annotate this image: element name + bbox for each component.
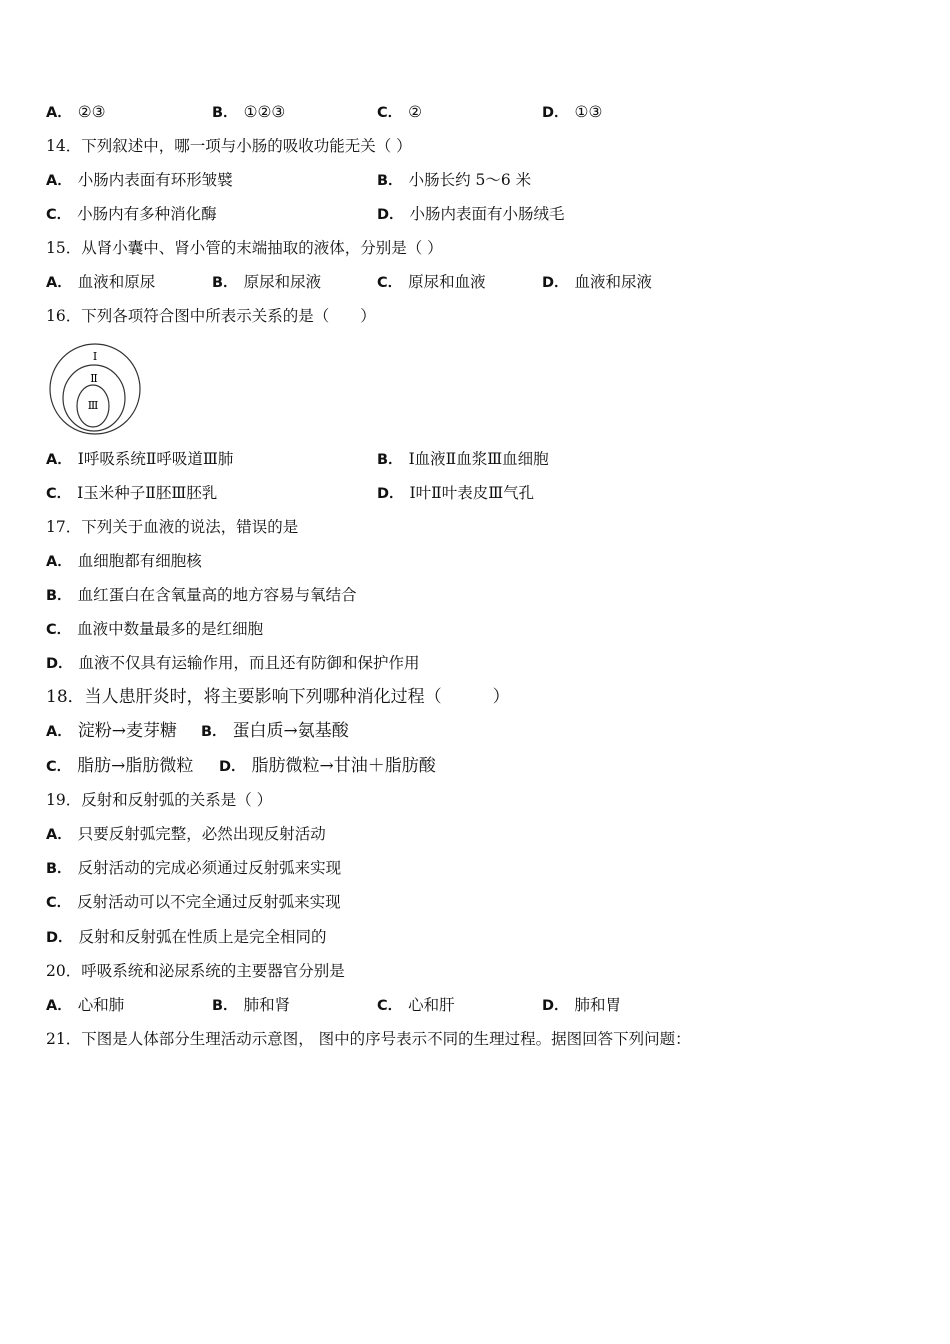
q18-option-c: C． 脂肪→脂肪微粒 (46, 756, 194, 776)
q16-option-d: D． Ⅰ叶Ⅱ叶表皮Ⅲ气孔 (377, 484, 535, 502)
q18-stem: 18．当人患肝炎时，将主要影响下列哪种消化过程（ ） (46, 687, 510, 707)
q14-option-b: B． 小肠长约 5～6 米 (377, 171, 532, 189)
q14-stem: 14．下列叙述中，哪一项与小肠的吸收功能无关（ ） (46, 137, 412, 155)
q20-option-d: D． 肺和胃 (542, 996, 622, 1014)
q20-stem: 20．呼吸系统和泌尿系统的主要器官分别是 (46, 962, 345, 980)
q20-option-a: A． 心和肺 (46, 996, 125, 1014)
q16-option-a: A． Ⅰ呼吸系统Ⅱ呼吸道Ⅲ肺 (46, 450, 234, 468)
q15-option-a: A． 血液和原尿 (46, 273, 156, 291)
q13-option-d: D． ①③ (542, 103, 603, 121)
q18-option-d: D． 脂肪微粒→甘油＋脂肪酸 (219, 756, 436, 776)
q20-option-b: B． 肺和肾 (212, 996, 291, 1014)
q17-stem: 17．下列关于血液的说法，错误的是 (46, 518, 299, 536)
q16-option-c: C． Ⅰ玉米种子Ⅱ胚Ⅲ胚乳 (46, 484, 218, 502)
q15-stem: 15．从肾小囊中、肾小管的末端抽取的液体，分别是（ ） (46, 239, 443, 257)
q16-option-b: B． Ⅰ血液Ⅱ血浆Ⅲ血细胞 (377, 450, 549, 468)
q13-option-c: C． ② (377, 103, 423, 121)
q13-option-a: A． ②③ (46, 103, 106, 121)
label-ii: Ⅱ (90, 372, 98, 385)
q18-option-b: B． 蛋白质→氨基酸 (201, 721, 349, 741)
q19-stem: 19．反射和反射弧的关系是（ ） (46, 791, 273, 809)
label-iii: Ⅲ (87, 399, 99, 412)
q20-option-c: C． 心和肝 (377, 996, 455, 1014)
q15-option-d: D． 血液和尿液 (542, 273, 653, 291)
q14-option-d: D． 小肠内表面有小肠绒毛 (377, 205, 565, 223)
q15-option-b: B． 原尿和尿液 (212, 273, 322, 291)
q14-option-a: A． 小肠内表面有环形皱襞 (46, 171, 233, 189)
q21-stem: 21．下图是人体部分生理活动示意图， 图中的序号表示不同的生理过程。据图回答下列问题： (46, 1030, 691, 1048)
q16-stem: 16．下列各项符合图中所表示关系的是（ ） (46, 307, 376, 325)
nested-circles-figure (46, 341, 146, 437)
q18-option-a: A． 淀粉→麦芽糖 (46, 721, 177, 741)
q14-option-c: C． 小肠内有多种消化酶 (46, 205, 217, 223)
label-i: Ⅰ (92, 350, 98, 363)
q13-option-b: B． ①②③ (212, 103, 286, 121)
q15-option-c: C． 原尿和血液 (377, 273, 486, 291)
